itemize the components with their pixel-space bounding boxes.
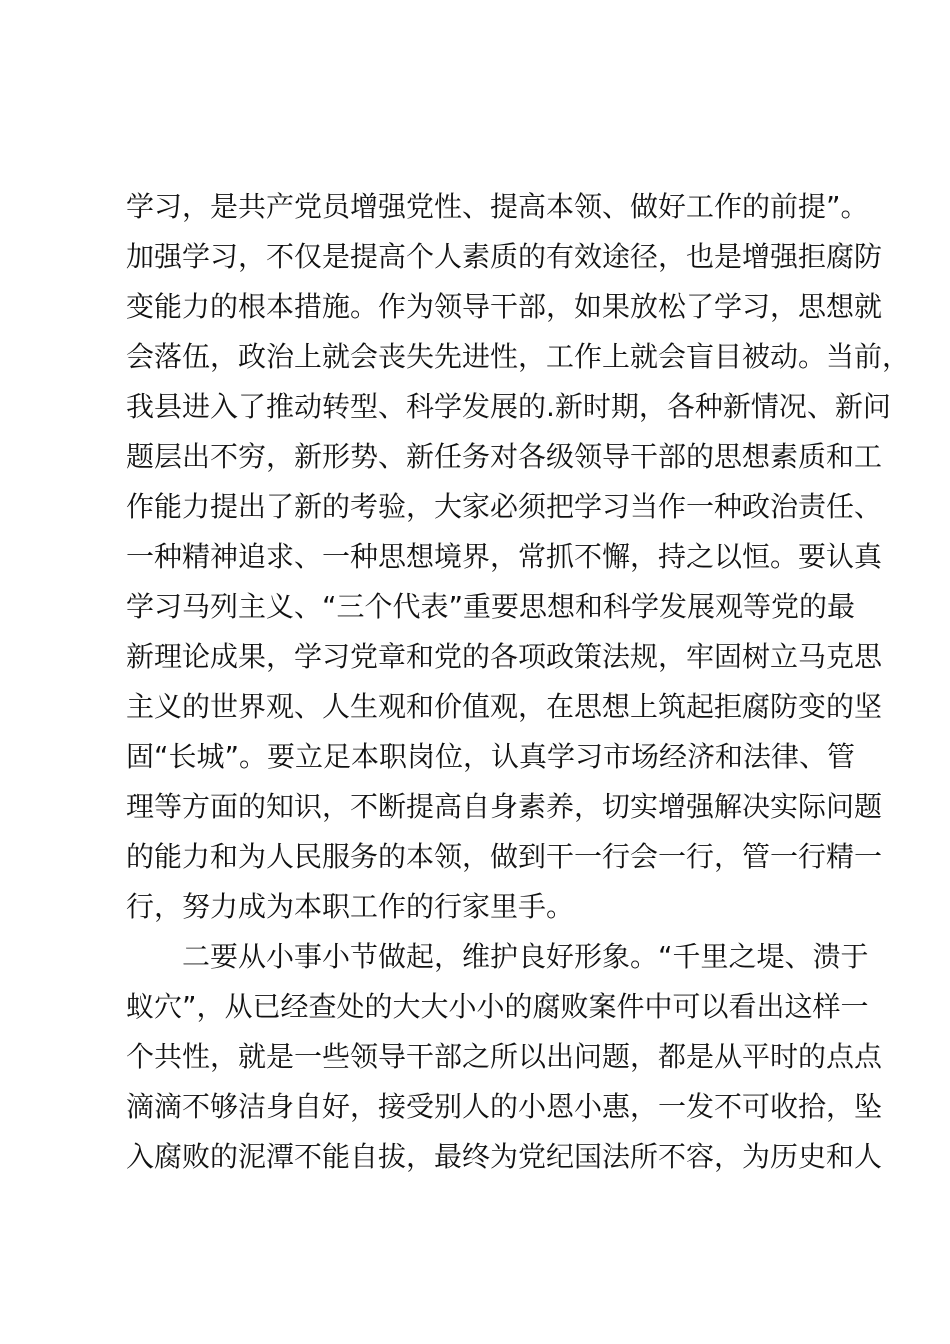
text-line: 一种精神追求、一种思想境界，常抓不懈，持之以恒。要认真 — [126, 540, 883, 573]
paragraph-first-line: 二要从小事小节做起，维护良好形象。“千里之堤、溃于 — [182, 940, 869, 973]
text-line: 作能力提出了新的考验，大家必须把学习当作一种政治责任、 — [126, 490, 883, 523]
text-line: 变能力的根本措施。作为领导干部，如果放松了学习，思想就 — [126, 290, 883, 323]
text-line: 蚁穴”，从已经查处的大大小小的腐败案件中可以看出这样一 — [126, 990, 869, 1023]
text-line: 会落伍，政治上就会丧失先进性，工作上就会盲目被动。当前， — [126, 340, 911, 373]
text-line: 加强学习，不仅是提高个人素质的有效途径，也是增强拒腐防 — [126, 240, 883, 273]
text-line: 学习，是共产党员增强党性、提高本领、做好工作的前提”。 — [126, 190, 869, 223]
text-line: 题层出不穷，新形势、新任务对各级领导干部的思想素质和工 — [126, 440, 883, 473]
text-line: 主义的世界观、人生观和价值观，在思想上筑起拒腐防变的坚 — [126, 690, 883, 723]
text-line: 学习马列主义、“三个代表”重要思想和科学发展观等党的最 — [126, 590, 856, 623]
text-line: 入腐败的泥潭不能自拔，最终为党纪国法所不容，为历史和人 — [126, 1140, 883, 1173]
text-line: 我县进入了推动转型、科学发展的.新时期，各种新情况、新问 — [126, 390, 891, 423]
text-line: 滴滴不够洁身自好，接受别人的小恩小惠，一发不可收拾，坠 — [126, 1090, 883, 1123]
text-line: 理等方面的知识，不断提高自身素养，切实增强解决实际问题 — [126, 790, 883, 823]
text-line: 个共性，就是一些领导干部之所以出问题，都是从平时的点点 — [126, 1040, 883, 1073]
text-line: 行，努力成为本职工作的行家里手。 — [126, 890, 575, 923]
text-line: 固“长城”。要立足本职岗位，认真学习市场经济和法律、管 — [126, 740, 856, 773]
text-line: 的能力和为人民服务的本领，做到干一行会一行，管一行精一 — [126, 840, 883, 873]
text-line: 新理论成果，学习党章和党的各项政策法规，牢固树立马克思 — [126, 640, 883, 673]
